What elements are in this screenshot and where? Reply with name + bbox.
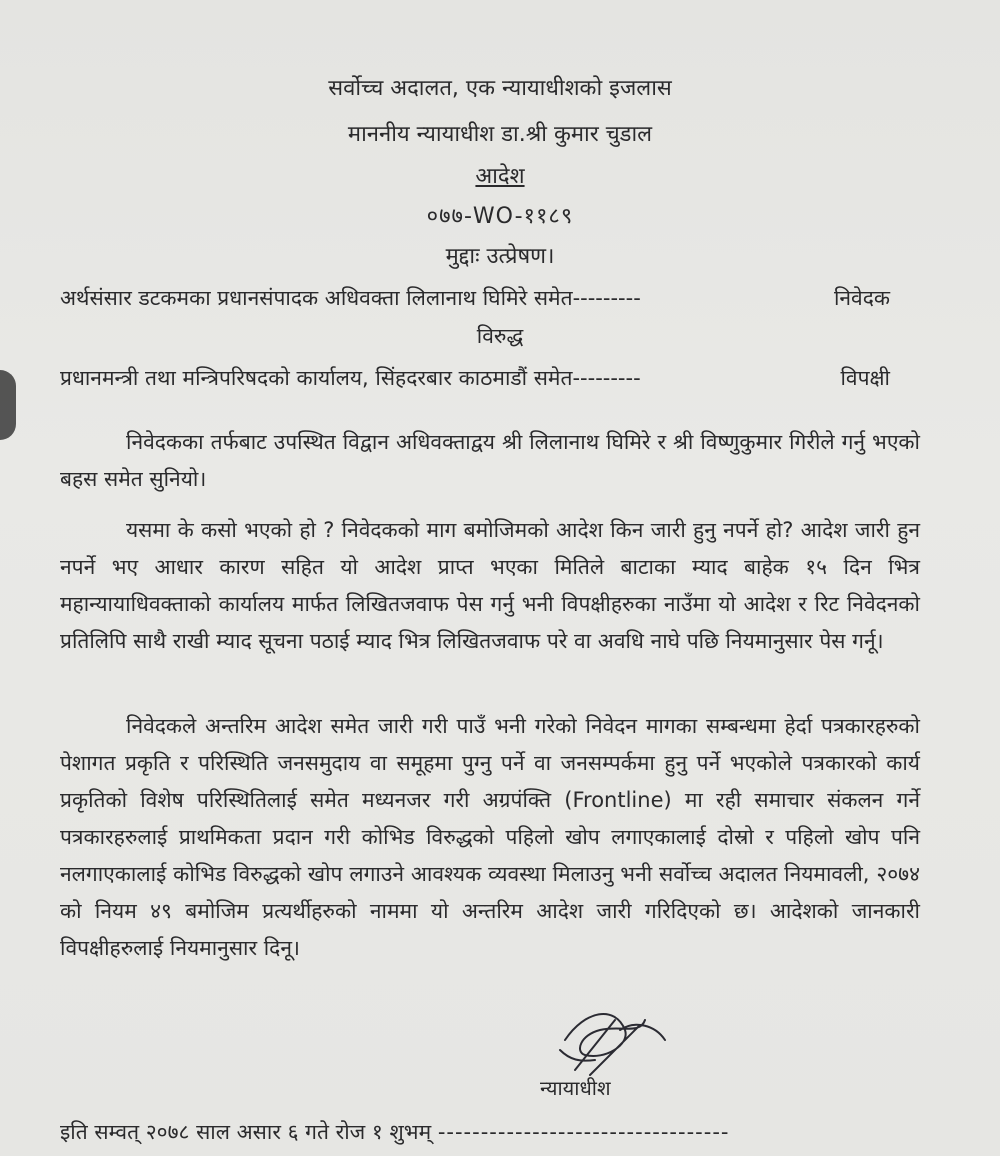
court-heading: सर्वोच्च अदालत, एक न्यायाधीशको इजलास [328,76,672,101]
page-edge-shadow [0,370,16,440]
paragraph-show-cause [60,512,920,660]
respondent-name: प्रधानमन्त्री तथा मन्त्रिपरिषदको कार्यालय, सिंहदरबार काठमाडौं समेत--------- [60,366,641,390]
document-type: आदेश [475,164,525,189]
case-subject: मुद्दाः उत्प्रेषण। [445,244,555,269]
petitioner-line [60,284,890,312]
versus-label: विरुद्ध [476,324,524,348]
paragraph-hearing [60,424,920,498]
paragraph-show-cause-text: यसमा के कसो भएको हो ? निवेदकको माग बमोजिमको आदेश किन जारी हुनु नपर्ने हो? आदेश जारी हुन नपर्ने भए आधार कारण सहित यो आदेश प्राप्त भएका मितिले बाटाका म्याद बाहेक १५ दिन भित्र महान्यायाधिवक्ताको कार्यालय मार्फत लिखितजवाफ पेस गर्नु भनी विपक्षीहरुका नाउँमा यो आदेश र रिट निवेदनको प्रतिलिपि साथै राखी म्याद सूचना पठाई म्याद भित्र लिखितजवाफ परे वा अवधि नाघे पछि नियमानुसार पेस गर्नू। [60,518,920,653]
judge-name: माननीय न्यायाधीश डा.श्री कुमार चुडाल [347,122,653,147]
petitioner-role: निवेदक [833,286,890,310]
date-line: इति सम्वत् २०७८ साल असार ६ गते रोज १ शुभम् [60,1120,432,1144]
petitioner-name: अर्थसंसार डटकमका प्रधानसंपादक अधिवक्ता लिलानाथ घिमिरे समेत--------- [60,286,641,310]
case-number: ०७७-WO-११८९ [426,204,574,229]
signature-title: न्यायाधीश [540,1076,611,1100]
respondent-role: विपक्षी [840,366,890,390]
paragraph-hearing-text: निवेदकका तर्फबाट उपस्थित विद्वान अधिवक्ताद्वय श्री लिलानाथ घिमिरे र श्री विष्णुकुमार गिरीले गर्नु भएको बहस समेत सुनियो। [60,430,920,491]
footer-dashes: ---------------------------------- [437,1120,730,1144]
paragraph-interim-order-text: निवेदकले अन्तरिम आदेश समेत जारी गरी पाउँ भनी गरेको निवेदन मागका सम्बन्धमा हेर्दा पत्रकारहरुको पेशागत प्रकृति र परिस्थिति जनसमुदाय वा समूहमा पुग्नु पर्ने वा जनसम्पर्कमा हुनु पर्ने भएकोले पत्रकारको कार्य प्रकृतिको विशेष परिस्थितिलाई समेत मध्यनजर गरी अग्रपंक्ति (Frontline) मा रही समाचार संकलन गर्ने पत्रकारहरुलाई प्राथमिकता प्रदान गरी कोभिड विरुद्धको पहिलो खोप लगाएकालाई दोस्रो र पहिलो खोप पनि नलगाएकालाई कोभिड विरुद्धको खोप लगाउने आवश्यक व्यवस्था मिलाउनु भनी सर्वोच्च अदालत नियमावली, २०७४ को नियम ४९ बमोजिम प्रत्यर्थीहरुको नाममा यो अन्तरिम आदेश जारी गरिदिएको छ। आदेशको जानकारी विपक्षीहरुलाई नियमानुसार दिनू। [60,714,920,960]
date-footer [60,1118,729,1146]
respondent-line [60,364,890,392]
paragraph-interim-order [60,708,920,967]
